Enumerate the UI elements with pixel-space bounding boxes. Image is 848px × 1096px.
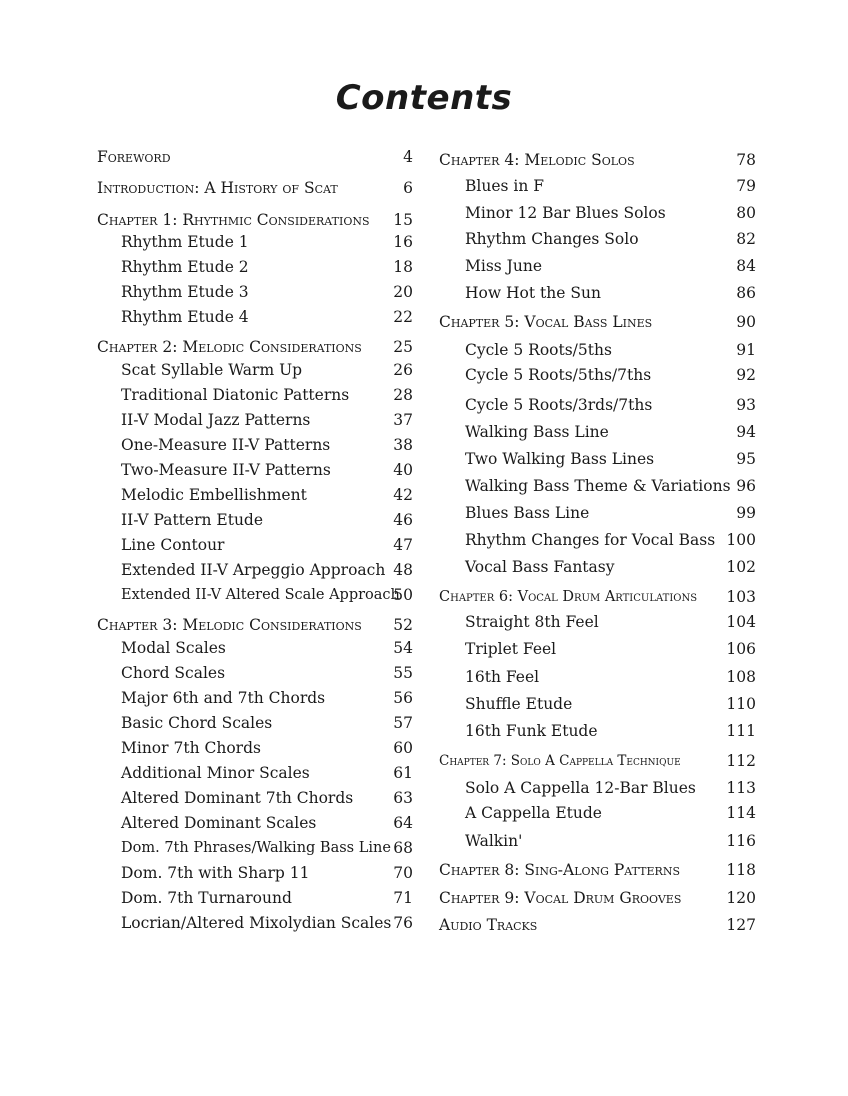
- toc-page-number: 120: [726, 889, 756, 907]
- toc-entry-title: Melodic Embellishment: [121, 486, 307, 504]
- toc-page-number: 48: [393, 561, 413, 579]
- toc-entry-title: Straight 8th Feel: [465, 613, 599, 631]
- toc-page-number: 110: [726, 695, 756, 713]
- toc-page-number: 4: [403, 148, 413, 166]
- toc-entry-title: Chapter 2: Melodic Considerations: [97, 338, 362, 356]
- toc-page-number: 71: [393, 889, 413, 907]
- toc-page-number: 111: [726, 722, 756, 740]
- toc-page-number: 100: [726, 531, 756, 549]
- toc-entry-title: Cycle 5 Roots/3rds/7ths: [465, 396, 653, 414]
- toc-entry-title: Chapter 7: Solo A Cappella Technique: [439, 753, 681, 769]
- toc-entry-title: Vocal Bass Fantasy: [465, 558, 615, 576]
- toc-page-number: 22: [393, 308, 413, 326]
- toc-entry-title: Rhythm Etude 1: [121, 233, 249, 251]
- toc-entry-title: Major 6th and 7th Chords: [121, 689, 326, 707]
- toc-page-number: 113: [726, 779, 756, 797]
- toc-entry-title: Solo A Cappella 12-Bar Blues: [465, 779, 696, 797]
- toc-page-number: 47: [393, 536, 413, 554]
- toc-entry-title: 16th Funk Etude: [465, 722, 598, 740]
- toc-page-number: 112: [726, 752, 756, 770]
- toc-entry-title: A Cappella Etude: [465, 804, 602, 822]
- toc-entry-title: Triplet Feel: [465, 640, 557, 658]
- toc-entry-title: Rhythm Etude 2: [121, 258, 249, 276]
- toc-page-number: 57: [393, 714, 413, 732]
- toc-entry-title: Dom. 7th with Sharp 11: [121, 864, 310, 882]
- toc-page-number: 6: [403, 179, 413, 197]
- toc-page-number: 82: [736, 230, 756, 248]
- toc-page-number: 40: [393, 461, 413, 479]
- toc-page-number: 54: [393, 639, 413, 657]
- toc-page-number: 102: [726, 558, 756, 576]
- toc-page-number: 15: [393, 211, 413, 229]
- toc-page-number: 92: [736, 366, 756, 384]
- toc-entry-title: Chapter 3: Melodic Considerations: [97, 616, 362, 634]
- toc-entry-title: Extended II-V Altered Scale Approach: [121, 587, 400, 603]
- toc-page-number: 42: [393, 486, 413, 504]
- toc-page-number: 20: [393, 283, 413, 301]
- toc-page-number: 25: [393, 338, 413, 356]
- toc-page-number: 76: [393, 914, 413, 932]
- toc-entry-title: Scat Syllable Warm Up: [121, 361, 303, 379]
- toc-entry-title: Cycle 5 Roots/5ths/7ths: [465, 366, 652, 384]
- toc-page-number: 61: [393, 764, 413, 782]
- toc-entry-title: II-V Modal Jazz Patterns: [121, 411, 311, 429]
- toc-entry-title: Blues Bass Line: [465, 504, 590, 522]
- toc-entry-title: Line Contour: [121, 536, 225, 554]
- toc-entry-title: Chapter 4: Melodic Solos: [439, 151, 635, 169]
- toc-entry-title: Miss June: [465, 257, 543, 275]
- toc-page-number: 94: [736, 423, 756, 441]
- toc-page-number: 60: [393, 739, 413, 757]
- toc-entry-title: Shuffle Etude: [465, 695, 573, 713]
- toc-page-number: 93: [736, 396, 756, 414]
- toc-entry-title: Chapter 6: Vocal Drum Articulations: [439, 589, 698, 605]
- toc-entry-title: 16th Feel: [465, 668, 540, 686]
- toc-entry-title: Altered Dominant Scales: [121, 814, 317, 832]
- toc-entry-title: Dom. 7th Turnaround: [121, 889, 292, 907]
- toc-page-number: 106: [726, 640, 756, 658]
- toc-entry-title: Locrian/Altered Mixolydian Scales: [121, 914, 392, 932]
- toc-page-number: 114: [726, 804, 756, 822]
- toc-entry-title: Two-Measure II-V Patterns: [121, 461, 331, 479]
- toc-entry-title: How Hot the Sun: [465, 284, 601, 302]
- toc-entry-title: Chapter 1: Rhythmic Considerations: [97, 211, 370, 229]
- toc-entry-title: Chapter 8: Sing-Along Patterns: [439, 861, 680, 879]
- toc-entry-title: One-Measure II-V Patterns: [121, 436, 331, 454]
- toc-page-number: 79: [736, 177, 756, 195]
- toc-page-number: 55: [393, 664, 413, 682]
- toc-entry-title: Extended II-V Arpeggio Approach: [121, 561, 386, 579]
- toc-entry-title: Rhythm Changes for Vocal Bass: [465, 531, 716, 549]
- toc-entry-title: Dom. 7th Phrases/Walking Bass Line: [121, 840, 391, 856]
- toc-page-number: 50: [393, 586, 413, 604]
- toc-page-number: 64: [393, 814, 413, 832]
- toc-page-number: 95: [736, 450, 756, 468]
- toc-page-number: 18: [393, 258, 413, 276]
- toc-entry-title: Minor 12 Bar Blues Solos: [465, 204, 666, 222]
- toc-page-number: 70: [393, 864, 413, 882]
- toc-entry-title: Chapter 5: Vocal Bass Lines: [439, 313, 653, 331]
- toc-page-number: 26: [393, 361, 413, 379]
- toc-page-number: 108: [726, 668, 756, 686]
- toc-entry-title: Rhythm Etude 3: [121, 283, 249, 301]
- toc-page-number: 86: [736, 284, 756, 302]
- toc-entry-title: Walkin': [465, 832, 523, 850]
- toc-entry-title: Foreword: [97, 148, 171, 166]
- toc-page-number: 91: [736, 341, 756, 359]
- toc-page-number: 104: [726, 613, 756, 631]
- toc-page-number: 96: [736, 477, 756, 495]
- toc-page-number: 99: [736, 504, 756, 522]
- page-title: Contents: [335, 78, 513, 118]
- toc-entry-title: Chapter 9: Vocal Drum Grooves: [439, 889, 682, 907]
- toc-entry-title: Rhythm Etude 4: [121, 308, 249, 326]
- toc-entry-title: Two Walking Bass Lines: [465, 450, 655, 468]
- toc-page-number: 78: [736, 151, 756, 169]
- toc-entry-title: Chord Scales: [121, 664, 226, 682]
- toc-page-number: 63: [393, 789, 413, 807]
- toc-entry-title: Modal Scales: [121, 639, 226, 657]
- toc-page-number: 46: [393, 511, 413, 529]
- toc-entry-title: Additional Minor Scales: [121, 764, 310, 782]
- toc-page-number: 90: [736, 313, 756, 331]
- toc-entry-title: Blues in F: [465, 177, 545, 195]
- toc-page-number: 127: [726, 916, 756, 934]
- toc-page-number: 56: [393, 689, 413, 707]
- toc-page-number: 118: [726, 861, 756, 879]
- toc-entry-title: Basic Chord Scales: [121, 714, 273, 732]
- toc-entry-title: Walking Bass Line: [465, 423, 609, 441]
- toc-entry-title: Audio Tracks: [439, 916, 538, 934]
- toc-entry-title: II-V Pattern Etude: [121, 511, 264, 529]
- toc-entry-title: Rhythm Changes Solo: [465, 230, 639, 248]
- toc-page-number: 103: [726, 588, 756, 606]
- toc-page-number: 116: [726, 832, 756, 850]
- toc-page-number: 84: [736, 257, 756, 275]
- toc-entry-title: Minor 7th Chords: [121, 739, 261, 757]
- toc-page-number: 52: [393, 616, 413, 634]
- toc-page-number: 16: [393, 233, 413, 251]
- toc-entry-title: Traditional Diatonic Patterns: [121, 386, 350, 404]
- toc-page-number: 37: [393, 411, 413, 429]
- toc-page-number: 28: [393, 386, 413, 404]
- toc-entry-title: Walking Bass Theme & Variations: [465, 477, 731, 495]
- toc-entry-title: Altered Dominant 7th Chords: [121, 789, 354, 807]
- toc-page-number: 68: [393, 839, 413, 857]
- toc-entry-title: Cycle 5 Roots/5ths: [465, 341, 612, 359]
- toc-page-number: 80: [736, 204, 756, 222]
- toc-page-number: 38: [393, 436, 413, 454]
- toc-entry-title: Introduction: A History of Scat: [97, 179, 338, 197]
